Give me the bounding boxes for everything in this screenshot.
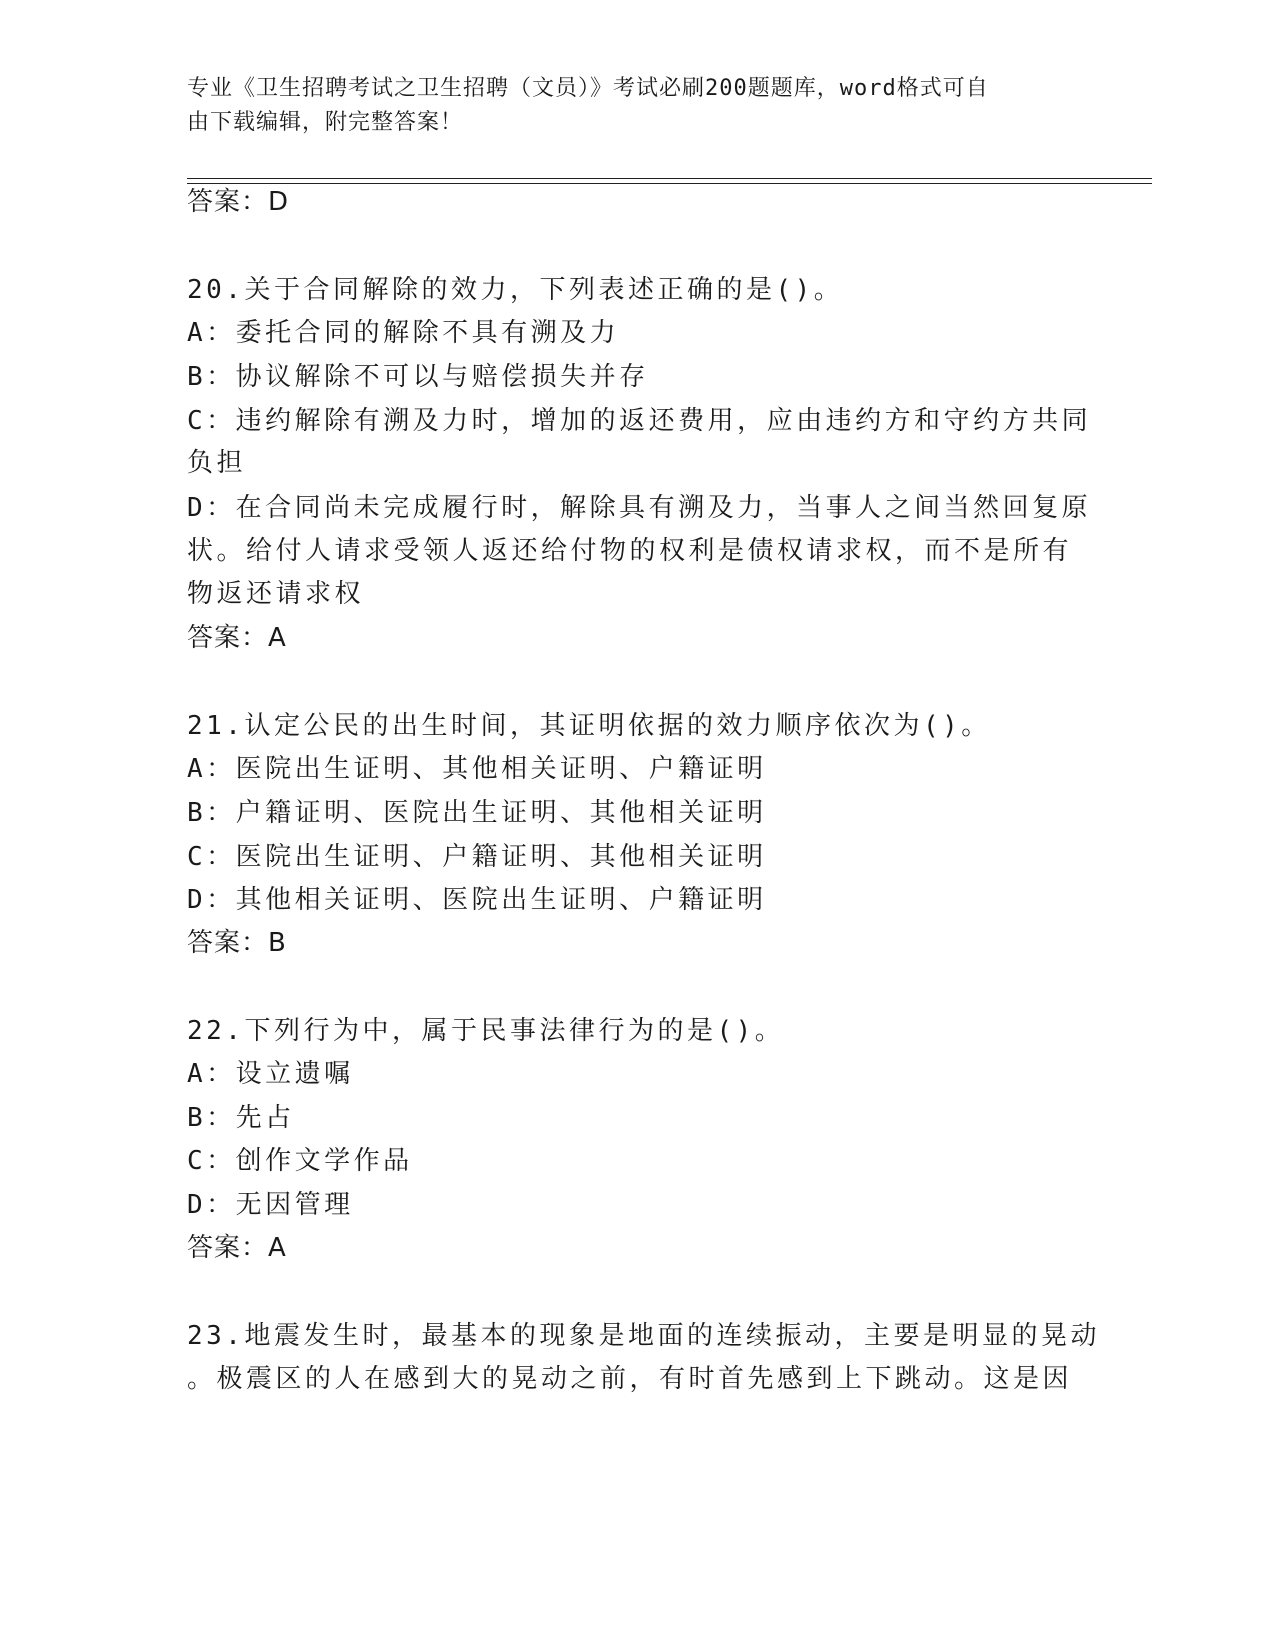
question-22-option-a: A：设立遗嘱	[187, 1059, 354, 1089]
document-header	[187, 72, 1067, 140]
question-21-option-b: B：户籍证明、医院出生证明、其他相关证明	[187, 798, 767, 828]
question-20-option-d-line-3: 物返还请求权	[187, 579, 365, 609]
question-23-line-2: 。极震区的人在感到大的晃动之前，有时首先感到上下跳动。这是因	[187, 1364, 1073, 1394]
question-20-answer: 答案：A	[187, 623, 287, 653]
question-21-answer: 答案：B	[187, 928, 287, 958]
header-line-2: 由下载编辑，附完整答案！	[187, 110, 464, 135]
question-20-option-c-line-1: C：违约解除有溯及力时，增加的返还费用，应由违约方和守约方共同	[187, 406, 1092, 436]
question-21-option-d: D：其他相关证明、医院出生证明、户籍证明	[187, 885, 767, 915]
question-22-option-c: C：创作文学作品	[187, 1146, 413, 1176]
question-20-option-d-line-1: D：在合同尚未完成履行时，解除具有溯及力，当事人之间当然回复原	[187, 493, 1092, 523]
question-22-answer: 答案：A	[187, 1233, 287, 1263]
question-20-stem: 20.关于合同解除的效力，下列表述正确的是()。	[187, 275, 844, 305]
question-20-option-d-line-2: 状。给付人请求受领人返还给付物的权利是债权请求权，而不是所有	[187, 536, 1073, 566]
question-20-option-b: B：协议解除不可以与赔偿损失并存	[187, 362, 649, 392]
header-line-1: 专业《卫生招聘考试之卫生招聘（文员）》考试必刷200题题库，word格式可自	[187, 76, 989, 101]
question-21-stem: 21.认定公民的出生时间，其证明依据的效力顺序依次为()。	[187, 711, 991, 741]
question-23-line-1: 23.地震发生时，最基本的现象是地面的连续振动，主要是明显的晃动	[187, 1321, 1100, 1351]
question-20-option-c-line-2: 负担	[187, 448, 247, 478]
question-21-option-c: C：医院出生证明、户籍证明、其他相关证明	[187, 842, 767, 872]
question-20-option-a: A：委托合同的解除不具有溯及力	[187, 318, 620, 348]
question-21-option-a: A：医院出生证明、其他相关证明、户籍证明	[187, 754, 767, 784]
header-rule-top	[187, 178, 1152, 179]
header-rule-bottom	[187, 183, 1152, 184]
question-22-option-b: B：先占	[187, 1103, 295, 1133]
question-22-stem: 22.下列行为中，属于民事法律行为的是()。	[187, 1016, 785, 1046]
answer-previous: 答案：D	[187, 187, 290, 217]
question-22-option-d: D：无因管理	[187, 1190, 354, 1220]
